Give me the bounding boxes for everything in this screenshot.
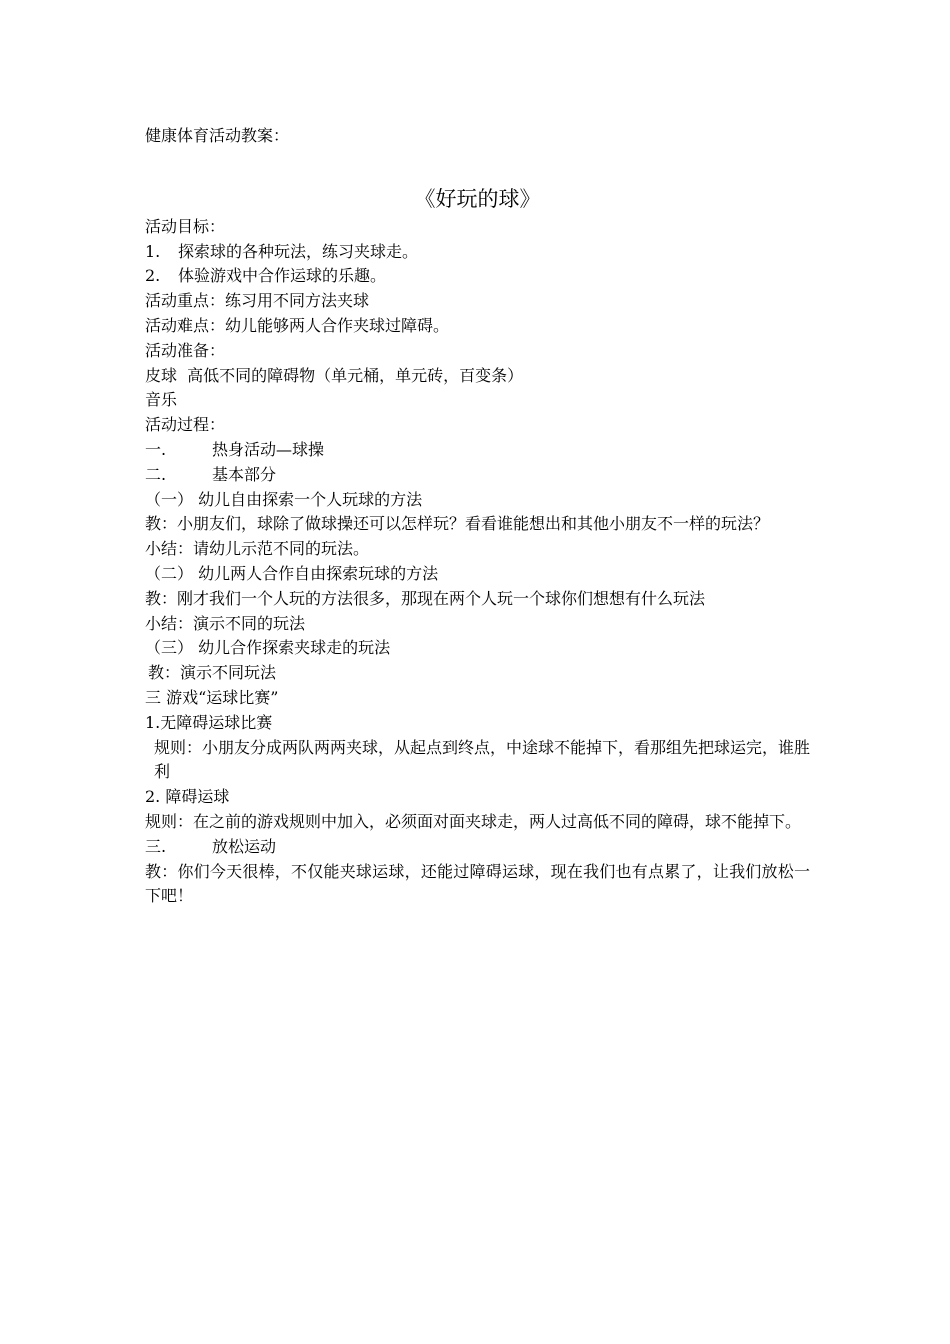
document-title: 《好玩的球》 [414, 186, 541, 211]
goal-item-2 [145, 264, 810, 289]
sub-2-heading: （二） 幼儿两人合作自由探索玩球的方法 [145, 563, 439, 583]
step-3-number: 三. [145, 836, 167, 856]
game-2-title: 2. 障碍运球 [145, 787, 230, 807]
goals-label: 活动目标： [145, 216, 226, 236]
difficulty: 活动难点：幼儿能够两人合作夹球过障碍。 [145, 315, 450, 335]
document-body [145, 124, 810, 909]
goal-2-text: 体验游戏中合作运球的乐趣。 [178, 266, 387, 286]
goal-1-text: 探索球的各种玩法，练习夹球走。 [178, 241, 419, 261]
closing-paragraph: 教：你们今天很棒，不仅能夹球运球，还能过障碍运球，现在我们也有点累了，让我们放松一下吧！ [145, 861, 810, 906]
sub-3-teach: 教：演示不同玩法 [148, 663, 277, 683]
game-heading: 三 游戏“运球比赛” [145, 687, 279, 707]
step-2-number: 二. [145, 464, 167, 484]
prep-music: 音乐 [145, 390, 178, 410]
step-2-text: 基本部分 [212, 464, 277, 484]
game-1-rule: 规则：小朋友分成两队两两夹球，从起点到终点，中途球不能掉下，看那组先把球运完，谁胜利 [154, 737, 811, 782]
sub-3-heading: （三） 幼儿合作探索夹球走的玩法 [145, 638, 391, 658]
step-1-text: 热身活动—球操 [212, 439, 325, 459]
sub-2-teach: 教：刚才我们一个人玩的方法很多，那现在两个人玩一个球你们想想有什么玩法 [145, 588, 706, 608]
sub-1-teach: 教：小朋友们，球除了做球操还可以怎样玩？看看谁能想出和其他小朋友不一样的玩法？ [145, 514, 770, 534]
step-1-number: 一. [145, 439, 167, 459]
key-point: 活动重点：练习用不同方法夹球 [145, 291, 370, 311]
prep-label: 活动准备： [145, 340, 226, 360]
prep-items: 皮球 高低不同的障碍物（单元桶，单元砖，百变条） [145, 365, 524, 385]
process-label: 活动过程： [145, 415, 226, 435]
document-header: 健康体育活动教案： [145, 126, 290, 145]
goal-2-number: 2. [145, 266, 161, 286]
step-2 [145, 463, 810, 488]
step-1 [145, 438, 810, 463]
sub-1-summary: 小结：请幼儿示范不同的玩法。 [145, 539, 370, 559]
goal-item-1 [145, 240, 810, 265]
sub-1-heading: （一） 幼儿自由探索一个人玩球的方法 [145, 489, 423, 509]
goal-1-number: 1. [145, 241, 161, 261]
step-3-text: 放松运动 [212, 836, 277, 856]
game-1-title: 1.无障碍运球比赛 [145, 712, 273, 732]
step-3 [145, 835, 810, 860]
sub-2-summary: 小结：演示不同的玩法 [145, 613, 306, 633]
game-2-rule: 规则：在之前的游戏规则中加入，必须面对面夹球走，两人过高低不同的障碍，球不能掉下。 [145, 811, 802, 831]
